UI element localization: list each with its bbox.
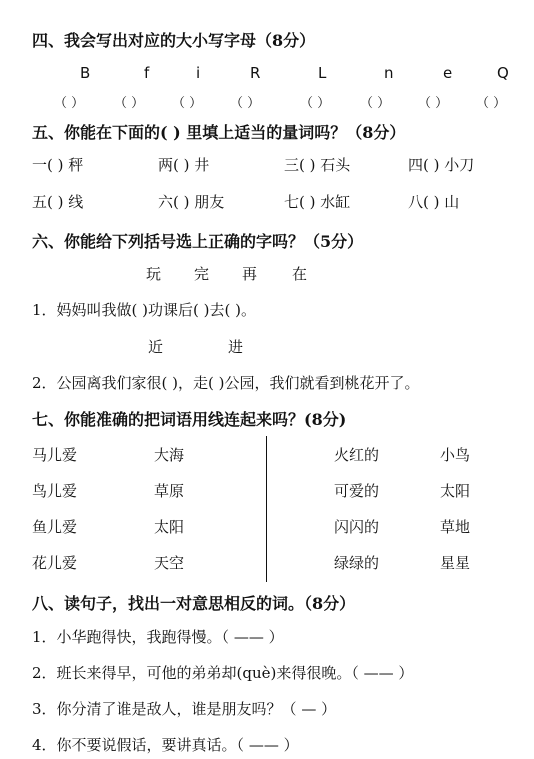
- letter-item: L: [318, 64, 327, 82]
- letter-item: f: [144, 64, 150, 82]
- letter-item: n: [384, 64, 394, 82]
- section-5-heading: 五、你能在下面的( ) 里填上适当的量词吗？（8分）: [32, 123, 406, 142]
- choice-word: 近: [148, 338, 164, 356]
- answer-blank[interactable]: （ ）: [230, 96, 261, 111]
- answer-blank[interactable]: （ ）: [418, 96, 449, 111]
- letter-item: R: [250, 64, 261, 82]
- answer-blank[interactable]: （ ）: [476, 96, 507, 111]
- measure-item: 七( ) 水缸: [284, 193, 351, 211]
- measure-item: 一( ) 秤: [32, 156, 84, 174]
- letter-item: B: [80, 64, 91, 82]
- measure-item: 八( ) 山: [408, 193, 460, 211]
- measure-item: 五( ) 线: [32, 193, 84, 211]
- match-word-right[interactable]: 可爱的: [334, 482, 380, 500]
- section-8-heading: 八、读句子，找出一对意思相反的词。（8分）: [32, 594, 356, 613]
- match-word-right-target[interactable]: 太阳: [440, 482, 471, 500]
- letter-item: e: [443, 64, 453, 82]
- measure-item: 两( ) 井: [158, 156, 210, 174]
- choice-word: 完: [194, 265, 210, 283]
- choice-word: 玩: [146, 265, 162, 283]
- choice-word: 在: [292, 265, 308, 283]
- letter-item: Q: [497, 64, 509, 82]
- match-word-left-target[interactable]: 草原: [154, 482, 185, 500]
- match-word-right[interactable]: 闪闪的: [334, 518, 380, 536]
- fill-sentence-2: 2．公园离我们家很( )，走( )公园，我们就看到桃花开了。: [32, 374, 420, 392]
- antonym-item: 3．你分清了谁是敌人，谁是朋友吗？（ — ）: [32, 700, 337, 718]
- answer-blank[interactable]: （ ）: [300, 96, 331, 111]
- choice-word: 进: [228, 338, 244, 356]
- answer-blank[interactable]: （ ）: [114, 96, 145, 111]
- match-word-left[interactable]: 鸟儿爱: [32, 482, 78, 500]
- match-word-left-target[interactable]: 天空: [154, 554, 185, 572]
- match-word-right-target[interactable]: 星星: [440, 554, 471, 572]
- measure-item: 四( ) 小刀: [408, 156, 475, 174]
- letter-item: i: [196, 64, 201, 82]
- antonym-item: 4．你不要说假话，要讲真话。（ —— ）: [32, 736, 299, 754]
- match-word-right-target[interactable]: 小鸟: [440, 446, 471, 464]
- match-word-right-target[interactable]: 草地: [440, 518, 471, 536]
- antonym-item: 2．班长来得早，可他的弟弟却(què)来得很晚。（ —— ）: [32, 664, 414, 682]
- match-word-left[interactable]: 鱼儿爱: [32, 518, 78, 536]
- fill-sentence-1: 1．妈妈叫我做( )功课后( )去( )。: [32, 301, 256, 319]
- match-word-left-target[interactable]: 太阳: [154, 518, 185, 536]
- answer-blank[interactable]: （ ）: [360, 96, 391, 111]
- measure-item: 六( ) 朋友: [158, 193, 225, 211]
- choice-word: 再: [242, 265, 258, 283]
- section-6-heading: 六、你能给下列括号选上正确的字吗？（5分）: [32, 232, 364, 251]
- measure-item: 三( ) 石头: [284, 156, 351, 174]
- match-word-right[interactable]: 绿绿的: [334, 554, 380, 572]
- match-word-right[interactable]: 火红的: [334, 446, 380, 464]
- match-word-left-target[interactable]: 大海: [154, 446, 185, 464]
- column-divider: [266, 436, 267, 582]
- section-4-heading: 四、我会写出对应的大小写字母（8分）: [32, 31, 316, 50]
- answer-blank[interactable]: （ ）: [54, 96, 85, 111]
- answer-blank[interactable]: （ ）: [172, 96, 203, 111]
- match-word-left[interactable]: 马儿爱: [32, 446, 78, 464]
- antonym-item: 1．小华跑得快，我跑得慢。（ —— ）: [32, 628, 284, 646]
- section-7-heading: 七、你能准确的把词语用线连起来吗？(8分): [32, 410, 347, 429]
- match-word-left[interactable]: 花儿爱: [32, 554, 78, 572]
